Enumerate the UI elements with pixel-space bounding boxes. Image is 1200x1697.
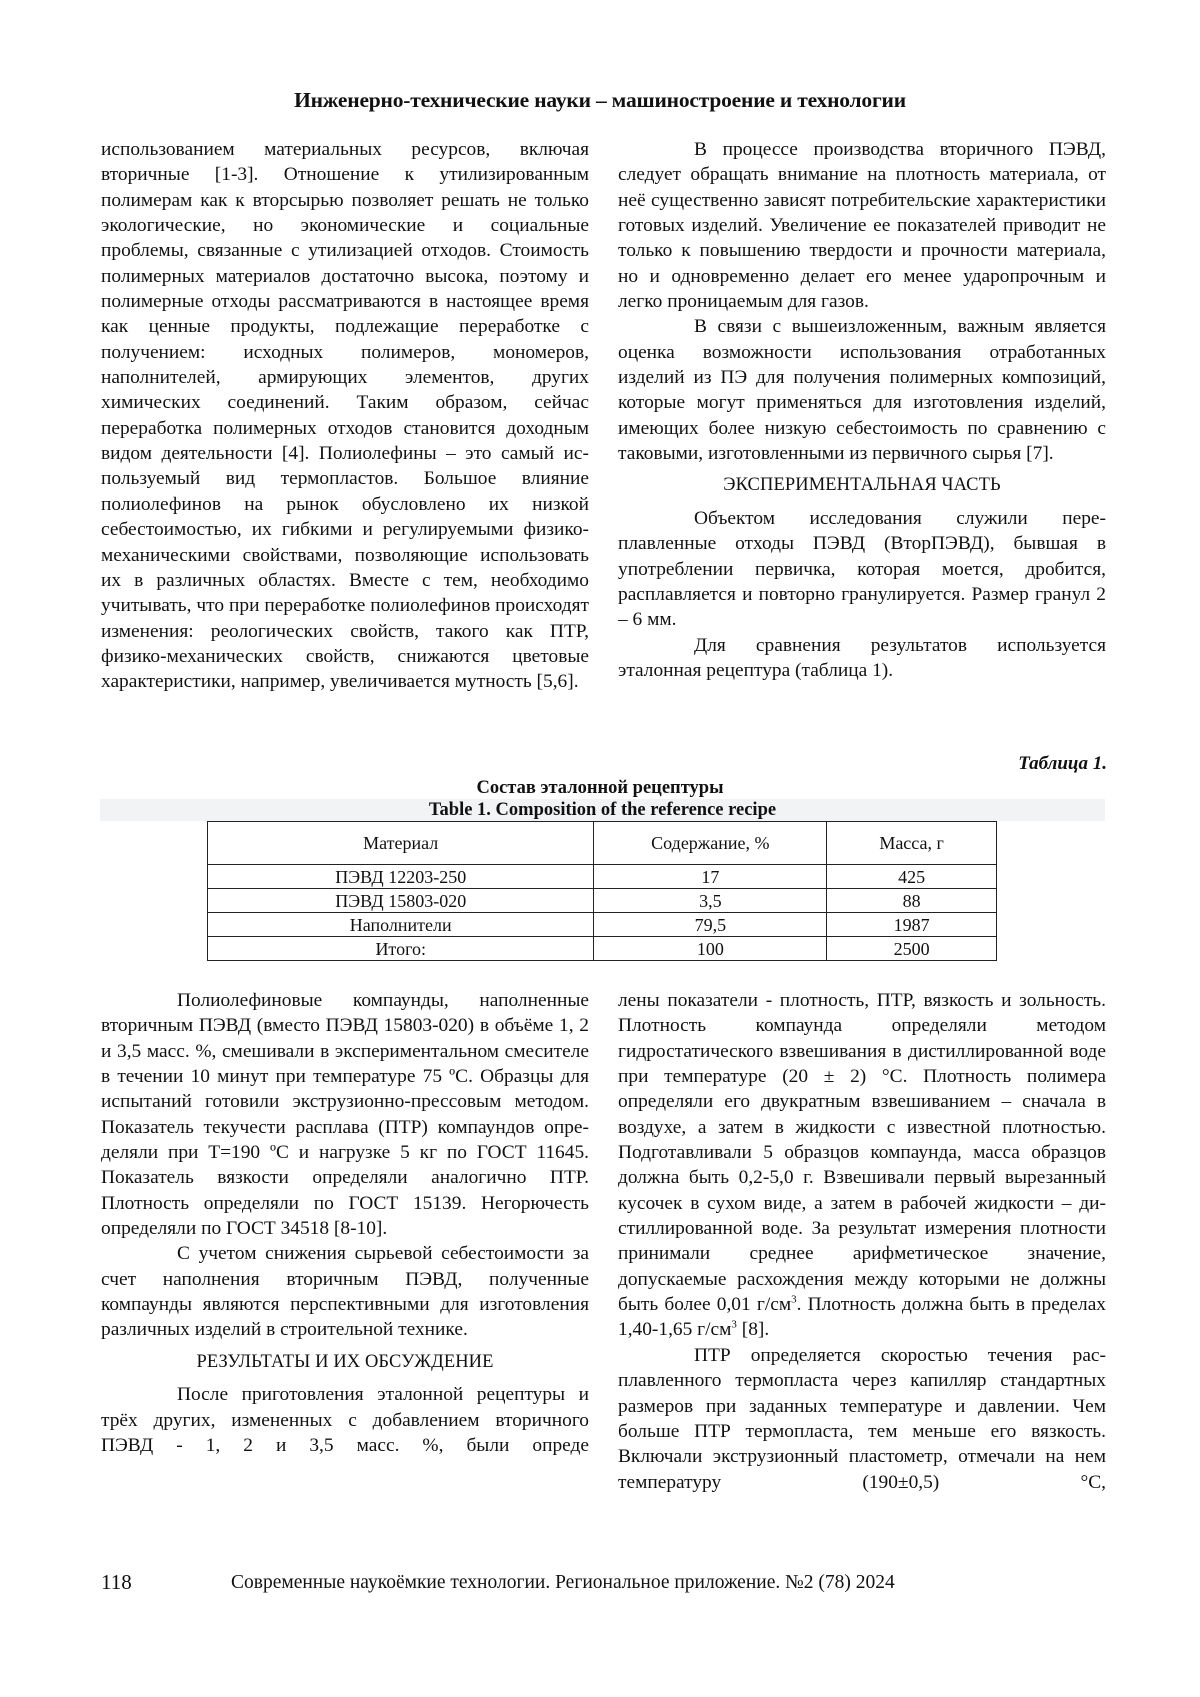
body-paragraph: Полиолефиновые компаунды, наполненные вторичным ПЭВД (вместо ПЭВД 15803-020) в объёме 1, 2 и 3,5 масс. %, смешивали в экспериментальном смесителе в течении 10 минут при температуре 75 ºС. Образцы для испытаний готовили экструзионно-прессовым методом. Показатель текучести расплава (ПТР) компаундов определяли при Т=190 ºС и нагрузке 5 кг по ГОСТ 11645. Показатель вязкости определяли аналогично ПТР. Плотность определяли по ГОСТ 15139. Негорючесть определяли по ГОСТ 34518 [8-10]. — [101, 990, 589, 1240]
superscript: 3 — [791, 1293, 797, 1306]
running-title: Инженерно-технические науки – машиностроение и технологии — [294, 88, 906, 112]
cell-material: ПЭВД 15803-020 — [208, 889, 594, 913]
paragraph-text: . Плотность должна быть в пределах 1,40-1,65 г/см — [618, 1294, 1106, 1341]
table-caption-en: Table 1. Composition of the reference recipe — [100, 799, 1105, 821]
cell-content: 17 — [594, 865, 827, 889]
table-row-total — [208, 937, 997, 961]
column-header-material: Материал — [208, 822, 594, 865]
cell-mass: 1987 — [827, 913, 997, 937]
body-paragraph: Объектом исследования служили переплавленные отходы ПЭВД (ВторПЭВД), бывшая в употреблении первичка, которая моется, дробится, расплавляется и повторно гранулируется. Размер гранул 2 – 6 мм. — [618, 507, 1106, 631]
table-row — [208, 913, 997, 937]
top-right-column — [618, 137, 1106, 683]
section-heading-experimental: ЭКСПЕРИМЕНТАЛЬНАЯ ЧАСТЬ — [723, 475, 1001, 496]
top-left-column — [101, 137, 589, 695]
table-label: Таблица 1. — [1018, 753, 1107, 774]
cell-material: ПЭВД 12203-250 — [208, 865, 594, 889]
recipe-table — [207, 821, 997, 961]
body-paragraph: Для сравнения результатов используется эталонная рецептура (таблица 1). — [618, 634, 1106, 681]
page-number: 118 — [101, 1570, 132, 1594]
superscript: 3 — [731, 1319, 737, 1331]
table-row — [208, 889, 997, 913]
cell-mass: 88 — [827, 889, 997, 913]
paragraph-text: лены показатели - плотность, ПТР, вязкость и зольность. Плотность компаунда определяли методом гидростатического взвешивания в дистиллированной воде при температуре (20 ± 2) °С. Плотность полимера определяли его двукратным взвешиванием – сначала в воздухе, а затем в жидкости с известной плотностью. Подготавливали 5 образцов компаунда, масса образцов должна быть 0,2-5,0 г. Взвешивали первый вырезанный кусочек в сухом виде, а затем в рабочей жидкости – дистиллированной воде. За результат измерения плотности принимали среднее арифметическое значение, допускаемые расхождения между которыми не должны быть более 0,01 г/см — [618, 990, 1106, 1316]
cell-material: Итого: — [208, 937, 594, 961]
body-paragraph — [618, 988, 1106, 1343]
cell-mass: 425 — [827, 865, 997, 889]
column-header-mass: Масса, г — [827, 822, 997, 865]
cell-content: 3,5 — [594, 889, 827, 913]
table-header-row — [208, 822, 997, 865]
section-heading-results: РЕЗУЛЬТАТЫ И ИХ ОБСУЖДЕНИЕ — [196, 1351, 494, 1372]
cell-content: 79,5 — [594, 913, 827, 937]
body-paragraph: С учетом снижения сырьевой себестоимости за счет наполнения вторичным ПЭВД, полученные компаунды являются перспективными для изготовления различных изделий в строительной технике. — [101, 1243, 589, 1341]
bottom-right-column — [618, 988, 1106, 1495]
body-paragraph: ПТР определяется скоростью течения расплавленного термопласта через капилляр стандартных размеров при заданных температуре и давлении. Чем больше ПТР термопласта, тем меньше его вязкость. Включали экструзионный пластометр, отмечали на нем температуру (190±0,5) °С, — [618, 1344, 1106, 1493]
bottom-left-column — [101, 988, 589, 1458]
cell-content: 100 — [594, 937, 827, 961]
body-paragraph: После приготовления эталонной рецептуры и трёх других, измененных с добавлением вторичного ПЭВД - 1, 2 и 3,5 масс. %, были опреде — [101, 1384, 589, 1456]
paragraph-text: [8]. — [736, 1319, 770, 1341]
body-paragraph: В процессе производства вторичного ПЭВД, следует обращать внимание на плотность материала, от неё существенно зависят потребительские характеристики готовых изделий. Увеличение ее показателей приводит не только к повышению твердости и прочности материала, но и одновременно делает его менее ударопрочным и легко проницаемым для газов. — [618, 139, 1106, 313]
cell-material: Наполнители — [208, 913, 594, 937]
body-paragraph: использованием материальных ресурсов, включая вторичные [1-3]. Отношение к утилизированным полимерам как к вторсырью позволяет решать не только экологические, но экономические и социальные проблемы, связанные с утилизацией отходов. Стоимость полимерных материалов достаточно высока, поэтому и полимерные отходы рассматриваются в настоящее время как ценные продукты, подлежащие переработке с получением: исходных полимеров, мономеров, наполнителей, армирующих элементов, других химических соединений. Таким образом, сейчас переработка полимерных отходов становится доходным видом деятельности [4]. Полиолефины – это самый используемый вид термопластов. Большое влияние полиолефинов на рынок обусловлено их низкой себестоимостью, их гибкими и регулируемыми физико-механическими свойствами, позволяющие использовать их в различных областях. Вместе с тем, необходимо учитывать, что при переработке полиолефинов происходят изменения: реологических свойств, такого как ПТР, физико-механических свойств, снижаются цветовые характеристики, например, увеличивается мутность [5,6]. — [101, 139, 589, 693]
cell-mass: 2500 — [827, 937, 997, 961]
journal-title: Современные наукоёмкие технологии. Региональное приложение. №2 (78) 2024 — [231, 1572, 895, 1593]
body-paragraph: В связи с вышеизложенным, важным является оценка возможности использования отработанных изделий из ПЭ для получения полимерных композиций, которые могут применяться для изготовления изделий, имеющих более низкую себестоимость по сравнению с таковыми, изготовленными из первичного сырья [7]. — [618, 316, 1106, 465]
column-header-content: Содержание, % — [594, 822, 827, 865]
table-caption-ru: Состав эталонной рецептуры — [476, 778, 724, 798]
table-row — [208, 865, 997, 889]
